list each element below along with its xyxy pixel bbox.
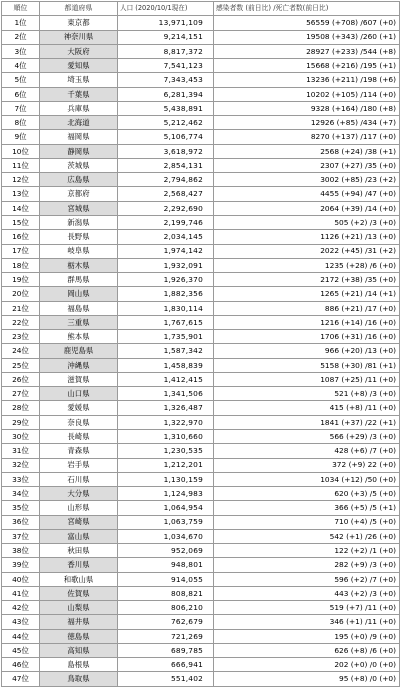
prefecture-cell: 茨城県 — [40, 158, 118, 172]
prefecture-cell: 徳島県 — [40, 629, 118, 643]
population-cell: 1,932,091 — [118, 258, 214, 272]
rank-cell: 43位 — [2, 615, 40, 629]
population-cell: 1,412,415 — [118, 372, 214, 386]
infection-cell: 19508 (+343) /260 (+1) — [214, 30, 400, 44]
table-row — [2, 273, 400, 287]
table-row — [2, 30, 400, 44]
infection-cell: 346 (+1) /11 (+0) — [214, 615, 400, 629]
infection-cell: 596 (+2) /7 (+0) — [214, 572, 400, 586]
table-row — [2, 658, 400, 672]
rank-cell: 5位 — [2, 73, 40, 87]
prefecture-cell: 高知県 — [40, 643, 118, 657]
rank-cell: 26位 — [2, 372, 40, 386]
population-cell: 1,064,954 — [118, 501, 214, 515]
infection-cell: 626 (+8) /6 (+0) — [214, 643, 400, 657]
table-row — [2, 173, 400, 187]
table-row — [2, 59, 400, 73]
infection-cell: 12926 (+85) /434 (+7) — [214, 116, 400, 130]
table-row — [2, 601, 400, 615]
table-row — [2, 158, 400, 172]
table-row — [2, 187, 400, 201]
table-row — [2, 301, 400, 315]
infection-cell: 710 (+4) /5 (+0) — [214, 515, 400, 529]
rank-cell: 4位 — [2, 59, 40, 73]
population-cell: 5,438,891 — [118, 101, 214, 115]
prefecture-cell: 福岡県 — [40, 130, 118, 144]
infection-cell: 1706 (+31) /16 (+0) — [214, 330, 400, 344]
table-row — [2, 401, 400, 415]
rank-cell: 28位 — [2, 401, 40, 415]
table-row — [2, 358, 400, 372]
table-row — [2, 387, 400, 401]
population-cell: 5,212,462 — [118, 116, 214, 130]
infection-cell: 2064 (+39) /14 (+0) — [214, 201, 400, 215]
prefecture-cell: 和歌山県 — [40, 572, 118, 586]
rank-cell: 46位 — [2, 658, 40, 672]
prefecture-cell: 鳥取県 — [40, 672, 118, 686]
population-cell: 1,458,839 — [118, 358, 214, 372]
infection-cell: 9328 (+164) /180 (+8) — [214, 101, 400, 115]
prefecture-cell: 長崎県 — [40, 429, 118, 443]
rank-cell: 21位 — [2, 301, 40, 315]
rank-cell: 2位 — [2, 30, 40, 44]
infection-cell: 15668 (+216) /195 (+1) — [214, 59, 400, 73]
infection-cell: 195 (+0) /9 (+0) — [214, 629, 400, 643]
infection-cell: 56559 (+708) /607 (+0) — [214, 16, 400, 30]
prefecture-cell: 栃木県 — [40, 258, 118, 272]
infection-cell: 620 (+3) /5 (+0) — [214, 487, 400, 501]
rank-cell: 41位 — [2, 586, 40, 600]
table-body — [2, 16, 400, 686]
table-row — [2, 144, 400, 158]
prefecture-cell: 京都府 — [40, 187, 118, 201]
population-cell: 2,292,690 — [118, 201, 214, 215]
rank-cell: 3位 — [2, 44, 40, 58]
table-row — [2, 629, 400, 643]
population-cell: 1,212,201 — [118, 458, 214, 472]
table-row — [2, 101, 400, 115]
prefecture-cell: 広島県 — [40, 173, 118, 187]
prefecture-cell: 福井県 — [40, 615, 118, 629]
infection-cell: 505 (+2) /3 (+0) — [214, 215, 400, 229]
prefecture-cell: 大阪府 — [40, 44, 118, 58]
rank-cell: 19位 — [2, 273, 40, 287]
table-row — [2, 315, 400, 329]
infection-cell: 2307 (+27) /35 (+0) — [214, 158, 400, 172]
table-row — [2, 230, 400, 244]
population-cell: 806,210 — [118, 601, 214, 615]
rank-cell: 39位 — [2, 558, 40, 572]
prefecture-cell: 東京都 — [40, 16, 118, 30]
population-cell: 914,055 — [118, 572, 214, 586]
rank-cell: 32位 — [2, 458, 40, 472]
infection-cell: 1034 (+12) /50 (+0) — [214, 472, 400, 486]
table-row — [2, 487, 400, 501]
population-cell: 8,817,372 — [118, 44, 214, 58]
prefecture-cell: 群馬県 — [40, 273, 118, 287]
table-row — [2, 73, 400, 87]
population-cell: 7,541,123 — [118, 59, 214, 73]
table-row — [2, 130, 400, 144]
rank-cell: 18位 — [2, 258, 40, 272]
rank-cell: 36位 — [2, 515, 40, 529]
infection-cell: 2172 (+38) /35 (+0) — [214, 273, 400, 287]
prefecture-cell: 神奈川県 — [40, 30, 118, 44]
rank-cell: 12位 — [2, 173, 40, 187]
prefecture-cell: 島根県 — [40, 658, 118, 672]
header-rank: 順位 — [2, 2, 40, 16]
prefecture-cell: 新潟県 — [40, 215, 118, 229]
table-row — [2, 672, 400, 686]
table-row — [2, 258, 400, 272]
infection-cell: 566 (+29) /3 (+0) — [214, 429, 400, 443]
prefecture-cell: 佐賀県 — [40, 586, 118, 600]
population-cell: 948,801 — [118, 558, 214, 572]
infection-cell: 1265 (+21) /14 (+1) — [214, 287, 400, 301]
rank-cell: 10位 — [2, 144, 40, 158]
table-row — [2, 643, 400, 657]
infection-cell: 1087 (+25) /11 (+0) — [214, 372, 400, 386]
prefecture-cell: 北海道 — [40, 116, 118, 130]
infection-cell: 521 (+8) /3 (+0) — [214, 387, 400, 401]
prefecture-cell: 沖縄県 — [40, 358, 118, 372]
header-row — [2, 2, 400, 16]
infection-cell: 122 (+2) /1 (+0) — [214, 544, 400, 558]
rank-cell: 27位 — [2, 387, 40, 401]
infection-cell: 966 (+20) /13 (+0) — [214, 344, 400, 358]
population-cell: 1,034,670 — [118, 529, 214, 543]
table-row — [2, 344, 400, 358]
rank-cell: 6位 — [2, 87, 40, 101]
prefecture-cell: 青森県 — [40, 444, 118, 458]
infection-cell: 282 (+9) /3 (+0) — [214, 558, 400, 572]
infection-cell: 1235 (+28) /6 (+0) — [214, 258, 400, 272]
rank-cell: 42位 — [2, 601, 40, 615]
population-cell: 952,069 — [118, 544, 214, 558]
population-cell: 2,794,862 — [118, 173, 214, 187]
population-cell: 551,402 — [118, 672, 214, 686]
prefecture-cell: 愛知県 — [40, 59, 118, 73]
table-row — [2, 558, 400, 572]
prefecture-cell: 宮崎県 — [40, 515, 118, 529]
rank-cell: 34位 — [2, 487, 40, 501]
rank-cell: 14位 — [2, 201, 40, 215]
table-row — [2, 116, 400, 130]
table-row — [2, 201, 400, 215]
population-cell: 721,269 — [118, 629, 214, 643]
population-cell: 1,587,342 — [118, 344, 214, 358]
prefecture-cell: 鹿児島県 — [40, 344, 118, 358]
table-row — [2, 287, 400, 301]
infection-cell: 886 (+21) /17 (+0) — [214, 301, 400, 315]
prefecture-cell: 熊本県 — [40, 330, 118, 344]
table-row — [2, 586, 400, 600]
population-cell: 5,106,774 — [118, 130, 214, 144]
population-cell: 2,199,746 — [118, 215, 214, 229]
rank-cell: 31位 — [2, 444, 40, 458]
infection-cell: 1841 (+37) /22 (+1) — [214, 415, 400, 429]
prefecture-cell: 千葉県 — [40, 87, 118, 101]
table-row — [2, 215, 400, 229]
infection-cell: 3002 (+85) /23 (+2) — [214, 173, 400, 187]
table-row — [2, 458, 400, 472]
table-row — [2, 572, 400, 586]
prefecture-cell: 埼玉県 — [40, 73, 118, 87]
population-cell: 808,821 — [118, 586, 214, 600]
infection-cell: 415 (+8) /11 (+0) — [214, 401, 400, 415]
population-cell: 666,941 — [118, 658, 214, 672]
infection-cell: 1126 (+21) /13 (+0) — [214, 230, 400, 244]
rank-cell: 20位 — [2, 287, 40, 301]
infection-cell: 10202 (+105) /114 (+0) — [214, 87, 400, 101]
table-row — [2, 544, 400, 558]
population-cell: 2,854,131 — [118, 158, 214, 172]
table-row — [2, 372, 400, 386]
table-row — [2, 501, 400, 515]
rank-cell: 47位 — [2, 672, 40, 686]
header-population: 人口 (2020/10/1現在) — [118, 2, 214, 16]
infection-cell: 28927 (+233) /544 (+8) — [214, 44, 400, 58]
prefecture-cell: 秋田県 — [40, 544, 118, 558]
table-row — [2, 444, 400, 458]
prefecture-cell: 石川県 — [40, 472, 118, 486]
table-row — [2, 529, 400, 543]
rank-cell: 7位 — [2, 101, 40, 115]
infection-cell: 8270 (+137) /117 (+0) — [214, 130, 400, 144]
prefecture-cell: 滋賀県 — [40, 372, 118, 386]
prefecture-cell: 兵庫県 — [40, 101, 118, 115]
population-cell: 2,568,427 — [118, 187, 214, 201]
infection-cell: 372 (+9) 22 (+0) — [214, 458, 400, 472]
rank-cell: 25位 — [2, 358, 40, 372]
table-row — [2, 415, 400, 429]
infection-cell: 13236 (+211) /198 (+6) — [214, 73, 400, 87]
rank-cell: 1位 — [2, 16, 40, 30]
population-cell: 1,063,759 — [118, 515, 214, 529]
rank-cell: 24位 — [2, 344, 40, 358]
rank-cell: 35位 — [2, 501, 40, 515]
population-cell: 762,679 — [118, 615, 214, 629]
rank-cell: 13位 — [2, 187, 40, 201]
population-cell: 1,767,615 — [118, 315, 214, 329]
prefecture-cell: 山口県 — [40, 387, 118, 401]
prefecture-cell: 静岡県 — [40, 144, 118, 158]
population-cell: 6,281,394 — [118, 87, 214, 101]
infection-cell: 5158 (+30) /81 (+1) — [214, 358, 400, 372]
rank-cell: 44位 — [2, 629, 40, 643]
rank-cell: 30位 — [2, 429, 40, 443]
rank-cell: 8位 — [2, 116, 40, 130]
population-cell: 1,341,506 — [118, 387, 214, 401]
rank-cell: 29位 — [2, 415, 40, 429]
infection-cell: 4455 (+94) /47 (+0) — [214, 187, 400, 201]
population-cell: 7,343,453 — [118, 73, 214, 87]
infection-cell: 443 (+2) /3 (+0) — [214, 586, 400, 600]
prefecture-cell: 岐阜県 — [40, 244, 118, 258]
population-cell: 1,735,901 — [118, 330, 214, 344]
rank-cell: 17位 — [2, 244, 40, 258]
table-row — [2, 515, 400, 529]
prefecture-cell: 富山県 — [40, 529, 118, 543]
rank-cell: 37位 — [2, 529, 40, 543]
population-cell: 1,926,370 — [118, 273, 214, 287]
prefecture-cell: 山形県 — [40, 501, 118, 515]
rank-cell: 16位 — [2, 230, 40, 244]
population-cell: 2,034,145 — [118, 230, 214, 244]
header-prefecture: 都道府県 — [40, 2, 118, 16]
prefecture-cell: 山梨県 — [40, 601, 118, 615]
infection-cell: 519 (+7) /11 (+0) — [214, 601, 400, 615]
rank-cell: 23位 — [2, 330, 40, 344]
infection-cell: 428 (+6) /7 (+0) — [214, 444, 400, 458]
population-cell: 1,310,660 — [118, 429, 214, 443]
population-cell: 1,974,142 — [118, 244, 214, 258]
rank-cell: 38位 — [2, 544, 40, 558]
infection-cell: 366 (+5) /5 (+1) — [214, 501, 400, 515]
population-cell: 1,124,983 — [118, 487, 214, 501]
rank-cell: 22位 — [2, 315, 40, 329]
prefecture-cell: 長野県 — [40, 230, 118, 244]
population-cell: 689,785 — [118, 643, 214, 657]
prefecture-cell: 岡山県 — [40, 287, 118, 301]
rank-cell: 40位 — [2, 572, 40, 586]
prefecture-cell: 香川県 — [40, 558, 118, 572]
rank-cell: 15位 — [2, 215, 40, 229]
infection-cell: 202 (+0) /0 (+0) — [214, 658, 400, 672]
population-cell: 1,830,114 — [118, 301, 214, 315]
prefecture-cell: 奈良県 — [40, 415, 118, 429]
prefecture-cell: 岩手県 — [40, 458, 118, 472]
table-row — [2, 330, 400, 344]
table-row — [2, 87, 400, 101]
population-cell: 1,882,356 — [118, 287, 214, 301]
prefecture-cell: 福島県 — [40, 301, 118, 315]
population-cell: 1,130,159 — [118, 472, 214, 486]
rank-cell: 33位 — [2, 472, 40, 486]
population-cell: 1,322,970 — [118, 415, 214, 429]
prefecture-cell: 愛媛県 — [40, 401, 118, 415]
population-cell: 1,230,535 — [118, 444, 214, 458]
infection-cell: 1216 (+14) /16 (+0) — [214, 315, 400, 329]
rank-cell: 45位 — [2, 643, 40, 657]
infection-cell: 542 (+1) /26 (+0) — [214, 529, 400, 543]
infection-cell: 2022 (+45) /31 (+2) — [214, 244, 400, 258]
rank-cell: 11位 — [2, 158, 40, 172]
table-row — [2, 16, 400, 30]
prefecture-ranking-table — [1, 1, 400, 687]
table-row — [2, 472, 400, 486]
population-cell: 9,214,151 — [118, 30, 214, 44]
infection-cell: 2568 (+24) /38 (+1) — [214, 144, 400, 158]
prefecture-cell: 大分県 — [40, 487, 118, 501]
rank-cell: 9位 — [2, 130, 40, 144]
prefecture-cell: 三重県 — [40, 315, 118, 329]
population-cell: 1,326,487 — [118, 401, 214, 415]
table-row — [2, 244, 400, 258]
header-infection: 感染者数 (前日比) /死亡者数(前日比) — [214, 2, 400, 16]
table-row — [2, 429, 400, 443]
prefecture-cell: 宮城県 — [40, 201, 118, 215]
infection-cell: 95 (+8) /0 (+0) — [214, 672, 400, 686]
population-cell: 13,971,109 — [118, 16, 214, 30]
table-row — [2, 44, 400, 58]
population-cell: 3,618,972 — [118, 144, 214, 158]
table-row — [2, 615, 400, 629]
